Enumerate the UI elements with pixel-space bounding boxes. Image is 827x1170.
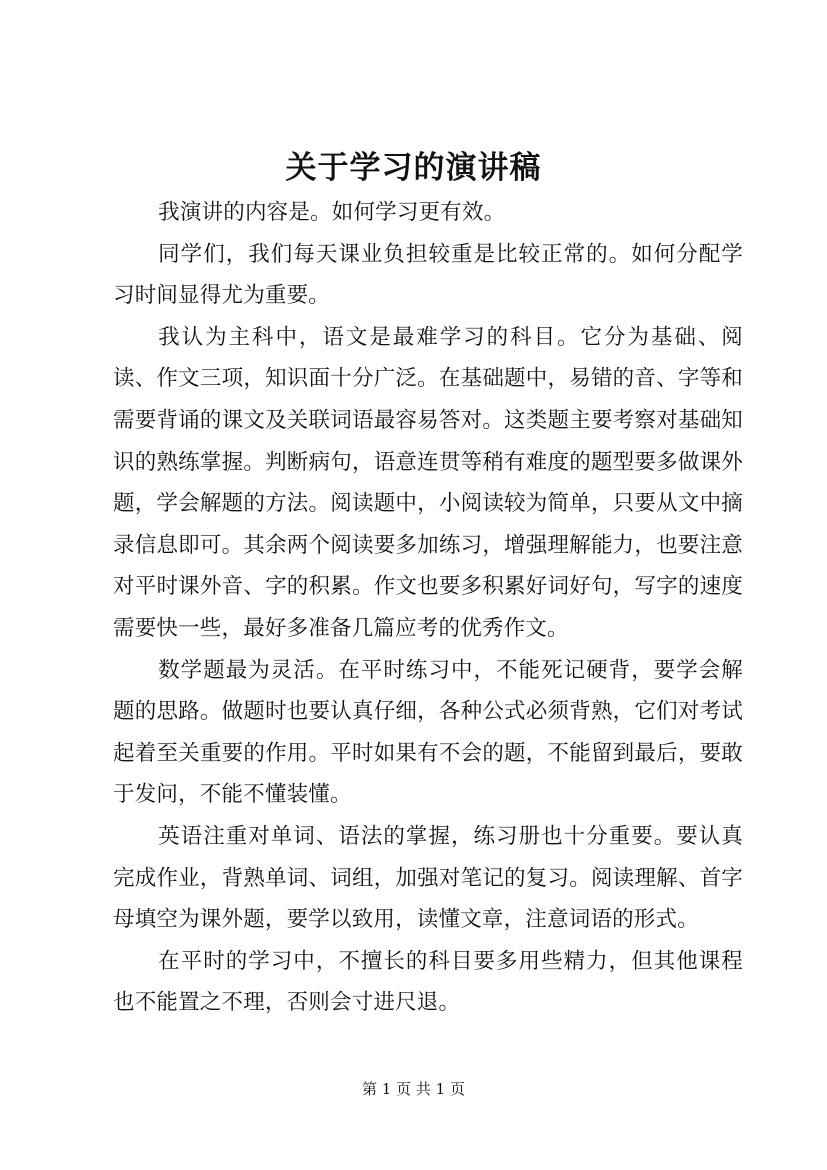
paragraph-4: 数学题最为灵活。在平时练习中，不能死记硬背，要学会解题的思路。做题时也要认真仔细，各种公式必须背熟，它们对考试起着至关重要的作用。平时如果有不会的题，不能留到最后，要敢于发问，不能不懂装懂。 — [113, 657, 743, 808]
paragraph-3: 我认为主科中，语文是最难学习的科目。它分为基础、阅读、作文三项，知识面十分广泛。在基础题中，易错的音、字等和需要背诵的课文及关联词语最容易答对。这类题主要考察对基础知识的熟练掌握。判断病句，语意连贯等稍有难度的题型要多做课外题，学会解题的方法。阅读题中，小阅读较为简单，只要从文中摘录信息即可。其余两个阅读要多加练习，增强理解能力，也要注意对平时课外音、字的积累。作文也要多积累好词好句，写字的速度需要快一些，最好多准备几篇应考的优秀作文。 — [113, 324, 743, 641]
paragraph-2: 同学们，我们每天课业负担较重是比较正常的。如何分配学习时间显得尤为重要。 — [113, 241, 743, 309]
paragraph-5: 英语注重对单词、语法的掌握，练习册也十分重要。要认真完成作业，背熟单词、词组，加强对笔记的复习。阅读理解、首字母填空为课外题，要学以致用，读懂文章，注意词语的形式。 — [113, 823, 743, 933]
paragraph-1: 我演讲的内容是。如何学习更有效。 — [158, 200, 506, 225]
document-title: 关于学习的演讲稿 — [285, 150, 542, 186]
document-body — [113, 192, 743, 1024]
page-footer: 第 1 页 共 1 页 — [362, 1080, 465, 1098]
paragraph-6: 在平时的学习中，不擅长的科目要多用些精力，但其他课程也不能置之不理，否则会寸进尺退。 — [113, 948, 743, 1016]
